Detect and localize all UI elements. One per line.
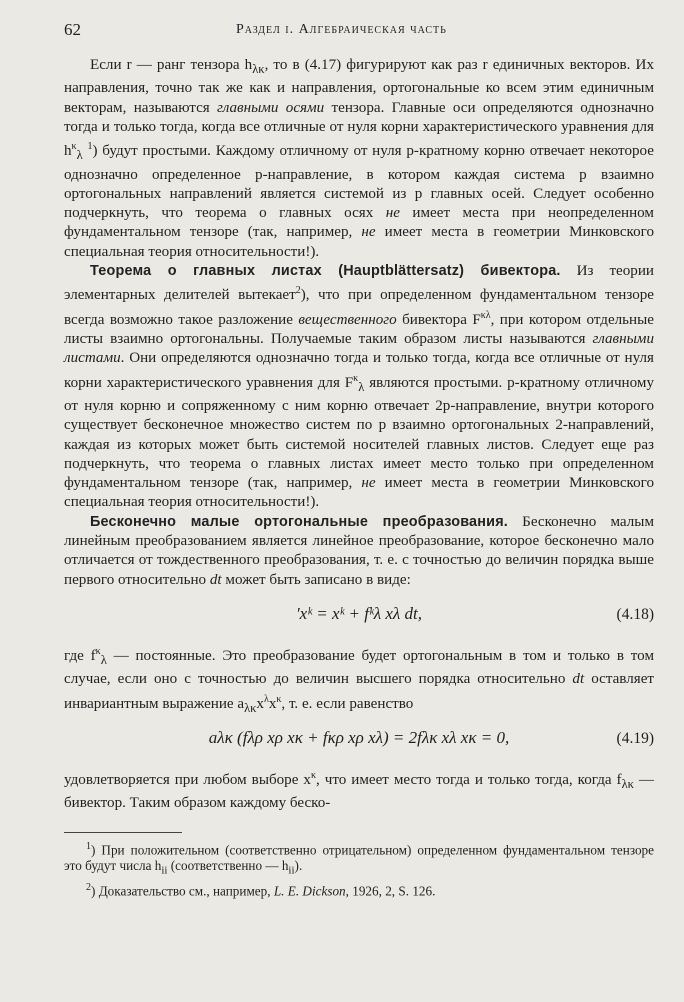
paragraph-infinitesimal-transformations: Бесконечно малые ортогональные преобразования. Бесконечно малым линейным преобразованием является линейное преобразование, которое бесконечно мало отличается от тождественного преобразования, т. е. с точностью до величин порядка выше первого относительно dt может быть записано в виде: [64,513,654,588]
equation-4-18 [64,590,654,642]
paragraph-bivector-conclusion: удовлетворяется при любом выборе $x^\kappa$, что имеет место тогда и только тогда, когда $f_{\lambda\kappa}$ — бивектор. Таким образом каждому беско- [64,769,654,812]
equation-formula: ′xᵏ = xᵏ + fᵏλ xλ dt, [295,603,423,623]
section-heading-infinitesimal: Бесконечно малые ортогональные преобразования. [90,513,508,530]
footnote-divider [64,832,182,833]
page-number: 62 [64,20,81,39]
paragraph-principal-axes: Если r — ранг тензора $h_{\lambda\kappa}$, то в (4.17) фигурируют как раз r единичных векторов. Их направления, точно так же как и направления, ортогональные ко всем этим единичным векторам, называются главными осями тензора. Главные оси определяются однозначно тогда и только тогда, когда все отличные от нуля корни характеристического уравнения для $h^\kappa_\lambda$ $^1$) будут простыми. Каждому отличному от нуля p-кратному корню отвечает некоторое однозначно определенное p-направление, в котором каждая система p взаимно ортогональных направлений является системой из p главных осей. Следует особенно подчеркнуть, что теорема о главных осях не имеет места при неопределенном фундаментальном тензоре (так, например, не имеет места в геометрии Минковского специальная теория относительности!). [64,57,655,260]
equation-4-19 [64,718,654,766]
footnotes [64,839,654,900]
paragraph-orthogonality-condition: где $f^\kappa_\lambda$ — постоянные. Это преобразование будет ортогональным в том и только в том случае, если оно с точностью до величин высшего порядка относительно dt оставляет инвариантным выражение $a_{\lambda\kappa}x^\lambda x^\kappa$, т. е. если равенство [64,645,654,715]
citation-author: L. E. Dickson [273,882,346,898]
running-title: Раздел i. Алгебраическая часть [236,22,447,37]
footnote-ref-1: 1 [87,141,93,153]
equation-number: (4.18) [616,605,654,623]
footnote-2: $^2$) Доказательство см., например, L. E. Dickson, 1926, 2, S. 126. [86,881,436,898]
term-principal-sheets: главными листами [64,330,654,367]
theorem-heading-principal-sheets: Теорема о главных листах (Hauptblättersatz) бивектора. [90,263,561,280]
paragraph-principal-sheets: Теорема о главных листах (Hauptblättersatz) бивектора. Из теории элементарных делителей вытекает$^2$), что при определенном фундаментальном тензоре всегда возможно такое разложение вещественного бивектора $F^{\kappa\lambda}$, при котором отдельные листы взаимно ортогональны. Получаемые таким образом листы называются главными листами. Они определяются однозначно тогда и только тогда, когда все отличные от нуля корни характеристического уравнения для $F^\kappa_\lambda$ являются простыми. p-кратному отличному от нуля корню и сопряженному с ним корню отвечает 2p-направление, внутри которого существует бесконечное множество систем по p взаимно ортогональных 2-направлений, каждая из которых может быть системой носителей главных листов. Следует еще раз подчеркнуть, что теорема о главных листах имеет место только при определенном фундаментальном тензоре (так, например, не имеет места в геометрии Минковского специальная теория относительности!). [64,263,655,511]
footnote-1: $^1$) При положительном (соответственно отрицательном) определенном фундаментальном тензоре это будут числа $h_{ii}$ (соответственно — $h_{ii}$). [64,840,654,878]
footnote-ref-2: 2 [295,285,301,297]
page-body [64,56,654,899]
equation-number: (4.19) [616,729,654,747]
equation-formula: aλκ (fλρ xρ xκ + fκρ xρ xλ) = 2fλκ xλ xκ = 0, [208,727,510,747]
page-header [64,20,624,44]
term-principal-axes: главными осями [217,99,325,116]
